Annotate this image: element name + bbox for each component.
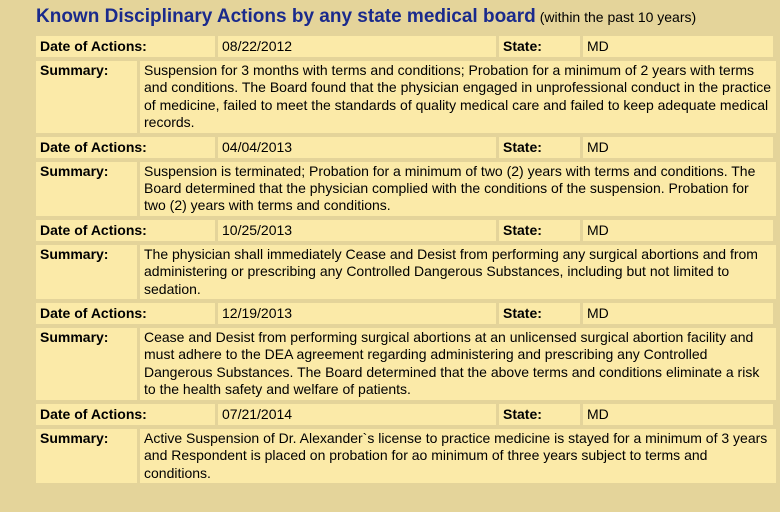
summary-label: Summary: [36,245,137,299]
state-value: MD [583,36,773,57]
state-label: State: [499,36,580,57]
summary-label: Summary: [36,429,137,483]
date-value: 08/22/2012 [218,36,496,57]
summary-text: Suspension is terminated; Probation for a minimum of two (2) years with terms and conditions. The Board determined that the physician complied with the conditions of the suspension. Probation for two (2) years with terms and conditions. [140,162,776,216]
summary-label: Summary: [36,328,137,400]
action-meta-row [36,404,776,425]
date-value: 07/21/2014 [218,404,496,425]
date-label: Date of Actions: [36,303,215,324]
action-meta-row [36,36,776,57]
action-meta-row [36,220,776,241]
summary-text: Suspension for 3 months with terms and conditions; Probation for a minimum of 2 years with terms and conditions. The Board found that the physician engaged in unprofessional conduct in the practice of medicine, failed to meet the standards of quality medical care and failed to keep adequate medical records. [140,61,776,133]
state-value: MD [583,137,773,158]
summary-text: The physician shall immediately Cease and Desist from performing any surgical abortions and from administering or prescribing any Controlled Dangerous Substances, including but not limited to sedation. [140,245,776,299]
action-summary-row [36,61,776,133]
state-value: MD [583,220,773,241]
date-label: Date of Actions: [36,36,215,57]
state-value: MD [583,303,773,324]
state-label: State: [499,220,580,241]
date-label: Date of Actions: [36,137,215,158]
actions-list [36,36,776,487]
panel-header [36,6,696,28]
page-title: Known Disciplinary Actions by any state medical board [36,6,536,27]
action-summary-row [36,162,776,216]
action-summary-row [36,429,776,483]
action-summary-row [36,328,776,400]
summary-label: Summary: [36,162,137,216]
action-meta-row [36,303,776,324]
state-label: State: [499,404,580,425]
state-label: State: [499,303,580,324]
state-label: State: [499,137,580,158]
date-value: 04/04/2013 [218,137,496,158]
summary-label: Summary: [36,61,137,133]
action-meta-row [36,137,776,158]
date-label: Date of Actions: [36,220,215,241]
date-label: Date of Actions: [36,404,215,425]
page-subtitle: (within the past 10 years) [539,9,697,25]
summary-text: Active Suspension of Dr. Alexander`s license to practice medicine is stayed for a minimum of 3 years and Respondent is placed on probation for ao minimum of three years subject to terms and conditions. [140,429,776,483]
state-value: MD [583,404,773,425]
date-value: 12/19/2013 [218,303,496,324]
summary-text: Cease and Desist from performing surgical abortions at an unlicensed surgical abortion facility and must adhere to the DEA agreement regarding administering and prescribing any Controlled Dangerous Substances. The Board determined that the above terms and conditions eliminate a risk to the health safety and welfare of patients. [140,328,776,400]
date-value: 10/25/2013 [218,220,496,241]
action-summary-row [36,245,776,299]
